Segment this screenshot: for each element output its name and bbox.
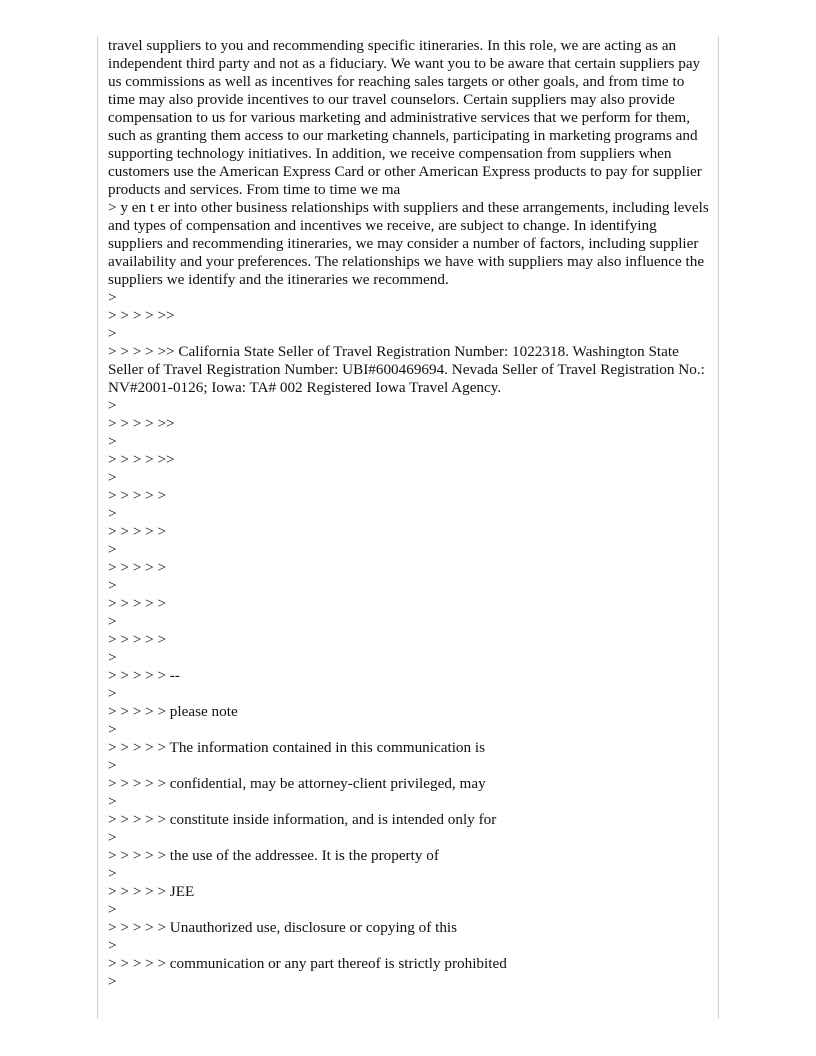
quote-line: > — [108, 649, 117, 666]
quote-line: > > > > > confidential, may be attorney-client privileged, may — [108, 775, 486, 792]
quote-line: > > > > >> — [108, 415, 175, 432]
quote-line: > — [108, 505, 117, 522]
quote-line: > > > > > — [108, 523, 167, 540]
quote-line: > > > > > The information contained in this communication is — [108, 739, 486, 756]
quote-line: > — [108, 901, 117, 918]
supplier-disclosure-paragraph: travel suppliers to you and recommending specific itineraries. In this role, we are acting as an independent third party and not as a fiduciary. We want you to be aware that certain suppliers pay us commissions as well as incentives for reaching sales targets or other goals, and from time to time may also provide incentives to our travel counselors. Certain suppliers may also provide compensation to us for various marketing and administrative services that we perform for them, such as granting them access to our marketing channels, participating in marketing programs and supporting technology initiatives. In addition, we receive compensation from suppliers when customers use the American Express Card or other American Express products to pay for supplier products and services. From time to time we ma — [108, 37, 702, 198]
quote-line: > — [108, 613, 117, 630]
quote-line: > — [108, 937, 117, 954]
quote-line: > — [108, 829, 117, 846]
quote-line: > > > > >> — [108, 307, 175, 324]
quote-line: > — [108, 721, 117, 738]
quote-line: > > > > > JEE — [108, 883, 195, 900]
quote-line: > > > > > — [108, 595, 167, 612]
quote-line: > — [108, 289, 117, 306]
quote-line: > > > > > — [108, 559, 167, 576]
quote-line: > — [108, 433, 117, 450]
quote-line: > — [108, 973, 117, 990]
quote-line: > — [108, 325, 117, 342]
quote-line: > > > > > communication or any part thereof is strictly prohibited — [108, 955, 507, 972]
quote-line: > > > > >> — [108, 451, 175, 468]
quote-line: > > > > > constitute inside information, and is intended only for — [108, 811, 497, 828]
quote-line: > — [108, 685, 117, 702]
quote-line: > — [108, 469, 117, 486]
quote-line: > > > > > — [108, 487, 167, 504]
quote-line: > > > > > the use of the addressee. It is the property of — [108, 847, 439, 864]
quote-line: > > > > > Unauthorized use, disclosure or copying of this — [108, 919, 458, 936]
quote-line: > — [108, 577, 117, 594]
quote-line: > — [108, 541, 117, 558]
quote-line: > — [108, 397, 117, 414]
quoted-footer-lines — [108, 397, 710, 991]
quote-line: > — [108, 757, 117, 774]
quote-line: > — [108, 793, 117, 810]
quote-line: > > > > > please note — [108, 703, 238, 720]
quote-line: > — [108, 865, 117, 882]
quote-line: > > > > > — [108, 631, 167, 648]
email-body — [108, 37, 710, 991]
seller-of-travel-registration: > > > > >> California State Seller of Travel Registration Number: 1022318. Washington State Seller of Travel Registration Number: UBI#600469694. Nevada Seller of Travel Registration No.: NV#2001-0126; Iowa: TA# 002 Registered Iowa Travel Agency. — [108, 343, 705, 396]
supplier-relationships-paragraph: > y en t er into other business relationships with suppliers and these arrangements, including levels and types of compensation and incentives we receive, are subject to change. In identifying suppliers and recommending itineraries, we may consider a number of factors, including supplier availability and your preferences. The relationships we have with suppliers may also influence the suppliers we identify and the itineraries we recommend. — [108, 199, 709, 288]
quote-line: > > > > > -- — [108, 667, 180, 684]
